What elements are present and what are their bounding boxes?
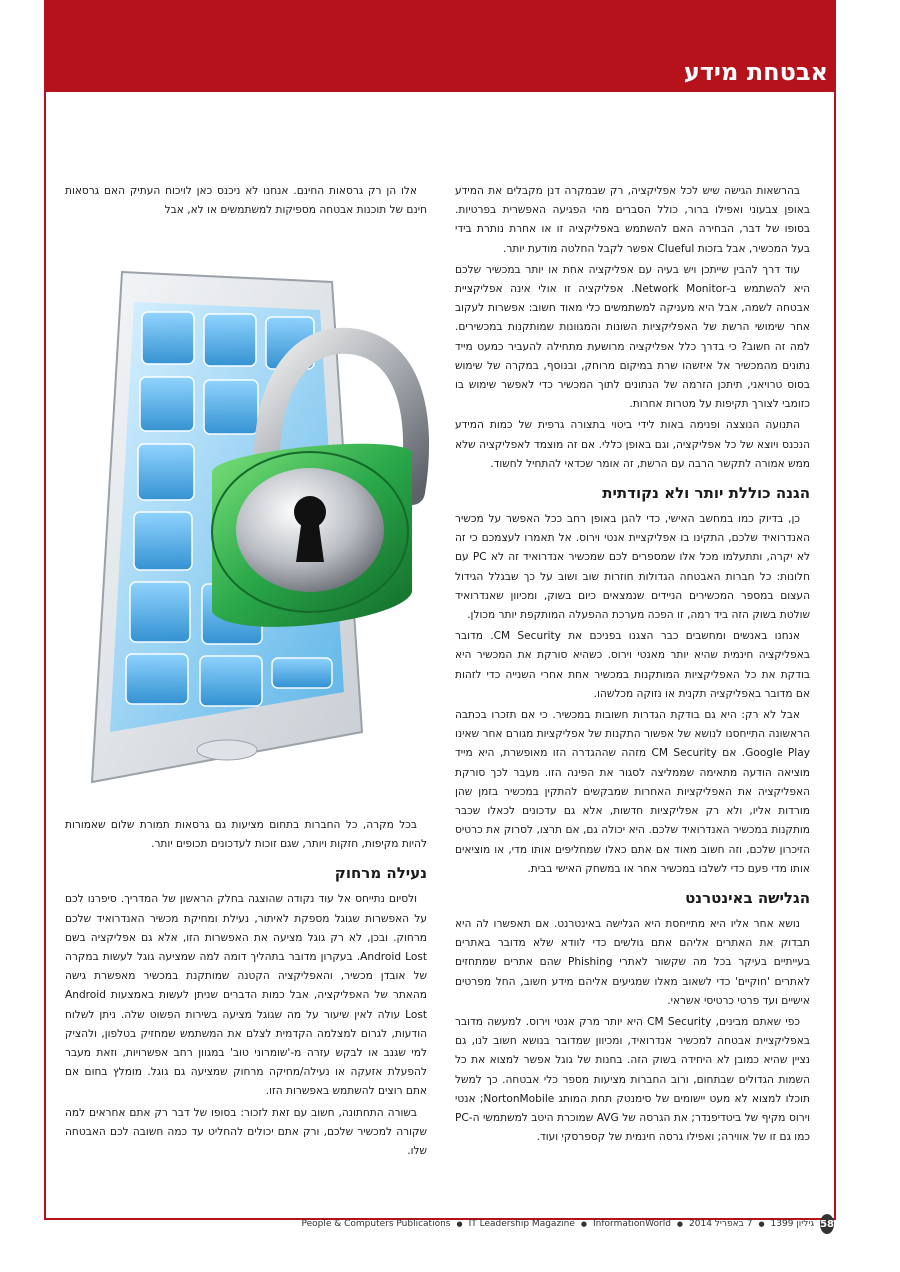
paragraph: אלו הן רק גרסאות החינם. אנחנו לא ניכנס כאן לויכוח העתיק האם גרסאות חינם של תוכנות אבטחה מספיקות למשתמשים או לא, אבל <box>65 185 427 217</box>
right-frame-rule <box>834 92 836 1220</box>
paragraph: ולסיום נתייחס אל עוד נקודה שהוצגה בחלק הראשון של המדריך. סיפרנו לכם על האפשרות שגוגל מספקת לאיתור, נעילת ומחיקת מכשיר האנדרואיד שלכם מרחוק. ובכן, לא רק גוגל מציעה את האפשרות הזו, אלא גם אפליקציה בשם Android Lost. בעקרון מדובר בתהליך דומה למה שמציעה גוגל לעשות במקרה של אובדן מכשיר, והאפליקציה הקטנה שמותקנת במכשיר מאפשרת גישה מהאתר של האפליקציה, אבל כמות הדברים שניתן לעשות באמצעות Android Lost עולה לאין שיעור על מה שגוגל מציעה בשירות הפשוט שלה. ניתן לשלוח הודעות, לגרום למצלמה הקדמית לצלם את המשתמש שמחזיק בטלפון, ולהציק למי שגנב או לבקש עזרה מ-'שומרוני טוב' במגוון רחב אפשרויות, וזאת מעבר להפעלת אזעקה או נעילה/מחיקה מרחוק שמציעה גם גוגל. מומלץ בחום אם אתם רוצים להשתמש באפשרות הזו. <box>65 893 427 1098</box>
paragraph: התנועה הנוצצה ופנימה באות לידי ביטוי בתצורה גרפית של כמות המידע הנכנס ויוצא של כל אפליקציה, וגם באופן כללי. אם זה מוצמד לאפליקציה שלא ממש אמורה לתקשר הרבה עם הרשת, זה אומר שכדאי להתחיל לחשוד. <box>455 419 810 470</box>
page-footer <box>301 1214 834 1234</box>
magazine-name: IT Leadership Magazine <box>468 1219 575 1229</box>
subheading-remote-lock: נעילה מרחוק <box>334 864 427 883</box>
paragraph: נושא אחר אליו היא מתייחסת היא הגלישה באינטרנט. אם תאפשרו לה היא תבדוק את האתרים אליהם אתם גולשים כדי לוודא שלא מדובר באתרים בעייתיים בעיקר בכל מה שקשור לאתרי Phishing שהם אתרים שמתחזים לאתרים 'חוקיים' כדי לשאוב מאלו שמגיעים אליהם מידע חשוב, החל מפרטים אישיים ועד פרטי כרטיסי אשראי. <box>455 917 810 1007</box>
paragraph: כן, בדיוק כמו במחשב האישי, כדי להגן באופן רחב ככל האפשר על מכשיר האנדרואיד שלכם, התקינו בו אפליקציית אנטי וירוס. אל תאמרו לעצמכם כי זה לא יקרה, ותתעלמו מכל אלו שמספרים לכם שמכשיר אנדרואיד זה לא PC עם חלונות: כל חברות האבטחה הגדולות חוזרות שוב ושוב על כך שבגלל הגידול העצום במספר המכשירים הניידים שנמצאים כיום בשוק, ומכיוון שאנדרואיד שולטת בשוק הזה ביד רמה, זו הפכה מערכת ההפעלה המותקפת יותר מכולן. <box>455 513 810 622</box>
separator-dot: ● <box>580 1220 588 1228</box>
paragraph: כפי שאתם מבינים, CM Security היא יותר מרק אנטי וירוס. למעשה מדובר באפליקציית אבטחה למכשיר אנדרואיד, ומכיוון שמדובר בנושא חשוב לנו, גם נציין שהיא כמובן לא היחידה בשוק הזה. בחנות של גוגל אפשר למצוא את כל השמות הגדולים שבתחום, ורוב החברות מציעות מספר כלי אבטחה. כך למשל תוכלו למצוא לא מעט יישומים של סימנטק תחת המותג NortonMobile; אנטי וירוס מקיף של ביטדיפנדר; את הגרסה של AVG שמוכרת היטב למשתמשי ה-PC כמו גם זו של אווירה; ואפילו גרסה חינמית של קספרסקי ועוד. <box>455 1015 810 1144</box>
paragraph: עוד דרך להבין שייתכן ויש בעיה עם אפליקציה אחת או יותר במכשיר שלכם היא להשתמש ב-Network Monitor. אפליקציה זו אולי אינה אפליקציית אבטחה לשמה, אבל היא מעניקה למשתמשים כלי מאוד חשוב: אפשרות לעקוב אחר שימושי הרשת של האפליקציות השונות והמגוונות שמותקנות במכשירים. למה זה חשוב? כי בדרך כלל אפליקציה מרושעת מתחילה להעביר כמעט מייד נתונים מהמכשיר אל איזשהו שרת במיקום מרוחק, ובנוסף, במקרה של שימוש בסוס טרויאני, תיתכן הזרמה של הנתונים לתוך המכשיר כדי לאפשר שימוש בו כזומבי לצורך תקיפות על מטרות אחרות. <box>455 263 810 411</box>
phone-padlock-illustration <box>62 262 432 792</box>
paragraph: בשורה התחתונה, חשוב עם זאת לזכור: בסופו של דבר רק אתם אחראים למה שקורה למכשיר שלכם, ורק אתם יכולים להחליט עד כמה חשובה לכם האבטחה שלו. <box>65 1106 427 1158</box>
section-title: אבטחת מידע <box>683 58 828 86</box>
paragraph: אבל לא רק: היא גם בודקת הגדרות חשובות במכשיר. כי אם תזכרו בכתבה הראשונה התייחסנו לנושא של אפשור התקנות של אפליקציות מגורם אחר שאינו Google Play. אם CM Security מזהה שההגדרה הזו מאופשרת, היא מייד מוציאה הודעה מתאימה שממליצה לסגור את הפינה הזו. מעבר לכך סורקת האפליקציה את האפליקציות האחרות שמבקשים להתקין במכשיר בזמן שהן מורדות אליו, ולא רק אפליקציות חדשות, אלא גם עדכונים לכאלו שכבר מותקנות במכשיר האנדרואיד שלכם. היא יכולה גם, אם תרצו, לסרוק את כרטיס הזיכרון שלכם, וזה חשוב מאוד אם אתם כאלו שמחליפים אותו מדי, או מוציאים אותו מדי פעם כדי לשלבו במכשיר אחר או במשחק האישי בבית. <box>455 709 810 875</box>
separator-dot: ● <box>758 1220 765 1228</box>
left-frame-rule <box>44 92 46 1220</box>
paragraph: אנחנו באנשים ומחשבים כבר הצגנו בפניכם את CM Security. מדובר באפליקציה חינמית שהיא יותר מאנטי וירוס. כשהיא סורקת את המכשיר היא בודקת את כל האפליקציות המותקנות במכשיר אחת אחרי השנייה כדי לזהות אם מדובר באפליקציה תקנית או נזוקה מכלשהו. <box>455 630 810 700</box>
article-column-left-top <box>65 182 427 222</box>
publication-name: InformationWorld <box>593 1219 671 1229</box>
issue-number: גיליון 1399 <box>770 1219 815 1229</box>
subheading-web-browsing: הגלישה באינטרנט <box>685 888 810 907</box>
issue-date: 7 באפריל 2014 <box>689 1219 753 1229</box>
separator-dot: ● <box>676 1220 684 1228</box>
publisher-name: People & Computers Publications <box>301 1219 451 1229</box>
paragraph: בכל מקרה, כל החברות בתחום מציעות גם גרסאות תמורת שלום שאמורות להיות מקיפות, חזקות ויותר, שגם זוכות לעדכונים תכופים יותר. <box>65 819 427 851</box>
separator-dot: ● <box>456 1220 463 1228</box>
article-column-right <box>455 182 810 1149</box>
article-column-left-bottom <box>65 816 427 1163</box>
paragraph: בהרשאות הגישה שיש לכל אפליקציה, רק שבמקרה דנן מקבלים את המידע באופן צבעוני ואפילו ברור, כולל הסברים מהי הפגיעה האפשרית בפרטיות. בסופו של דבר, הבחירה האם להשתמש באפליקציה זו או אחרת נותרת בידי בעל המכשיר, אבל בזכות Clueful אפשר לקבל החלטה מודעת יותר. <box>455 185 810 255</box>
page-number: 58 <box>820 1214 834 1234</box>
subheading-comprehensive-protection: הגנה כוללת יותר ולא נקודתית <box>602 484 810 503</box>
